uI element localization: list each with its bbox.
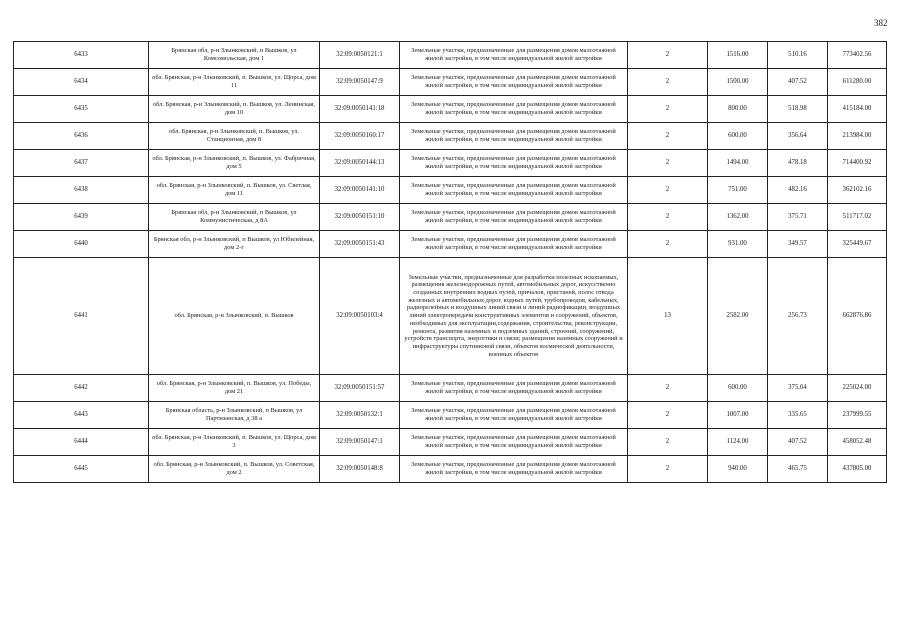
row-id: 6443 <box>14 402 149 429</box>
table-row <box>14 456 887 483</box>
specific-value: 518.98 <box>768 96 828 123</box>
area-value: 1362.00 <box>708 204 768 231</box>
specific-value: 335.65 <box>768 402 828 429</box>
use-group: 2 <box>628 96 708 123</box>
address-cell: обл. Брянская, р-н Злынковский, п. Вышков, ул. Щорса, дом 3 <box>149 429 320 456</box>
row-id: 6438 <box>14 177 149 204</box>
row-id: 6435 <box>14 96 149 123</box>
land-use: Земельные участки, предназначенные для размещения домов малоэтажной жилой застройки, в том числе индивидуальной жилой застройки <box>400 456 628 483</box>
row-id: 6444 <box>14 429 149 456</box>
cadastral-value: 237999.55 <box>828 402 887 429</box>
table-row <box>14 258 887 375</box>
land-use: Земельные участки, предназначенные для размещения домов малоэтажной жилой застройки, в том числе индивидуальной жилой застройки <box>400 42 628 69</box>
cadastral-value: 773402.56 <box>828 42 887 69</box>
page-number: 382 <box>874 18 888 28</box>
address-cell: обл. Брянская, р-н Злынковский, п. Вышков, ул. Станционная, дом 8 <box>149 123 320 150</box>
use-group: 2 <box>628 204 708 231</box>
specific-value: 407.52 <box>768 69 828 96</box>
table-row <box>14 375 887 402</box>
use-group: 2 <box>628 69 708 96</box>
use-group: 2 <box>628 429 708 456</box>
cadastral-value: 611280.00 <box>828 69 887 96</box>
land-use: Земельные участки, предназначенные для размещения домов малоэтажной жилой застройки, в том числе индивидуальной жилой застройки <box>400 429 628 456</box>
land-use: Земельные участки, предназначенные для размещения домов малоэтажной жилой застройки, в том числе индивидуальной жилой застройки <box>400 123 628 150</box>
cadastral-value: 325449.67 <box>828 231 887 258</box>
table-row <box>14 123 887 150</box>
row-id: 6434 <box>14 69 149 96</box>
cadastral-value: 415184.00 <box>828 96 887 123</box>
cadastral-number: 32:09:0050148:8 <box>320 456 400 483</box>
row-id: 6436 <box>14 123 149 150</box>
land-use: Земельные участки, предназначенные для размещения домов малоэтажной жилой застройки, в том числе индивидуальной жилой застройки <box>400 402 628 429</box>
area-value: 800.00 <box>708 96 768 123</box>
area-value: 1124.00 <box>708 429 768 456</box>
table-row <box>14 42 887 69</box>
cadastral-value: 714400.92 <box>828 150 887 177</box>
cadastral-value: 213984.00 <box>828 123 887 150</box>
area-value: 1007.00 <box>708 402 768 429</box>
area-value: 600.00 <box>708 375 768 402</box>
row-id: 6439 <box>14 204 149 231</box>
specific-value: 375.71 <box>768 204 828 231</box>
table-row <box>14 96 887 123</box>
use-group: 13 <box>628 258 708 375</box>
area-value: 931.00 <box>708 231 768 258</box>
table-row <box>14 150 887 177</box>
address-cell: обл. Брянская, р-н Злынковский, п. Вышков, ул. Ленинская, дом 10 <box>149 96 320 123</box>
land-use: Земельные участки, предназначенные для размещения домов малоэтажной жилой застройки, в том числе индивидуальной жилой застройки <box>400 177 628 204</box>
use-group: 2 <box>628 402 708 429</box>
area-value: 600.00 <box>708 123 768 150</box>
address-cell: обл. Брянская, р-н Злынковский, п. Вышков, ул. Щорса, дом 11 <box>149 69 320 96</box>
row-id: 6442 <box>14 375 149 402</box>
cadastral-number: 32:09:0050132:1 <box>320 402 400 429</box>
table-row <box>14 429 887 456</box>
specific-value: 478.18 <box>768 150 828 177</box>
cadastral-number: 32:09:0050141:18 <box>320 96 400 123</box>
address-cell: Брянская область, р-н Злынковский, п Вышков, ул Партизанская, д 38 а <box>149 402 320 429</box>
row-id: 6440 <box>14 231 149 258</box>
address-cell: обл. Брянская, р-н Злынковский, п. Вышков <box>149 258 320 375</box>
cadastral-number: 32:09:0050151:43 <box>320 231 400 258</box>
cadastral-value: 458052.48 <box>828 429 887 456</box>
use-group: 2 <box>628 123 708 150</box>
area-value: 1494.00 <box>708 150 768 177</box>
cadastral-number: 32:09:0050121:1 <box>320 42 400 69</box>
use-group: 2 <box>628 456 708 483</box>
cadastral-number: 32:09:0050147:1 <box>320 429 400 456</box>
specific-value: 482.16 <box>768 177 828 204</box>
table-row <box>14 177 887 204</box>
cadastral-value: 437805.00 <box>828 456 887 483</box>
address-cell: обл. Брянская, р-н Злынковский, п. Вышков, ул. Светлая, дом 11 <box>149 177 320 204</box>
cadastral-number: 32:09:0050151:57 <box>320 375 400 402</box>
row-id: 6445 <box>14 456 149 483</box>
cadastral-value: 362102.16 <box>828 177 887 204</box>
area-value: 2582.00 <box>708 258 768 375</box>
specific-value: 510.16 <box>768 42 828 69</box>
row-id: 6433 <box>14 42 149 69</box>
use-group: 2 <box>628 150 708 177</box>
use-group: 2 <box>628 177 708 204</box>
specific-value: 465.75 <box>768 456 828 483</box>
row-id: 6441 <box>14 258 149 375</box>
land-use: Земельные участки, предназначенные для размещения домов малоэтажной жилой застройки, в том числе индивидуальной жилой застройки <box>400 96 628 123</box>
use-group: 2 <box>628 231 708 258</box>
area-value: 1516.00 <box>708 42 768 69</box>
row-id: 6437 <box>14 150 149 177</box>
area-value: 751.00 <box>708 177 768 204</box>
cadastral-number: 32:09:0050103:4 <box>320 258 400 375</box>
specific-value: 375.04 <box>768 375 828 402</box>
cadastral-table <box>13 41 887 483</box>
land-use: Земельные участки, предназначенные для размещения домов малоэтажной жилой застройки, в том числе индивидуальной жилой застройки <box>400 204 628 231</box>
cadastral-number: 32:09:0050144:13 <box>320 150 400 177</box>
cadastral-number: 32:09:0050160:17 <box>320 123 400 150</box>
specific-value: 356.64 <box>768 123 828 150</box>
specific-value: 407.52 <box>768 429 828 456</box>
cadastral-value: 511717.02 <box>828 204 887 231</box>
cadastral-number: 32:09:0050141:10 <box>320 177 400 204</box>
land-use: Земельные участки, предназначенные для размещения домов малоэтажной жилой застройки, в том числе индивидуальной жилой застройки <box>400 231 628 258</box>
address-cell: обл. Брянская, р-н Злынковский, п. Вышков, ул. Победы, дом 21 <box>149 375 320 402</box>
address-cell: обл. Брянская, р-н Злынковский, п. Вышков, ул. Советская, дом 2 <box>149 456 320 483</box>
land-use: Земельные участки, предназначенные для разработки полезных ископаемых, размещения железнодорожных путей, автомобильных дорог, искусственно созданных внутренних водных путей, причалов, пристаней, полос отвода железных и автомобильных дорог, водных путей, трубопроводов, кабельных, радиорелейных и воздушных линий связи и линий радиофикации, воздушных линий электропередачи конструктивных элементов и сооружений, объектов, необходимых для эксплуатации,содержания, строительства, реконструкции, ремонта, развития наземных и подземных зданий, строений, сооружений, устройств транспорта, энергетики и связи; размещения наземных сооружений и инфраструктуры спутниковой связи, объектов космической деятельности, военных объектов <box>400 258 628 375</box>
table-row <box>14 204 887 231</box>
table-row <box>14 402 887 429</box>
table-row <box>14 69 887 96</box>
land-use: Земельные участки, предназначенные для размещения домов малоэтажной жилой застройки, в том числе индивидуальной жилой застройки <box>400 69 628 96</box>
area-value: 1500.00 <box>708 69 768 96</box>
cadastral-value: 662876.86 <box>828 258 887 375</box>
address-cell: Брянская обл, р-н Злынковский, п Вышков, ул Коммунистическая, д 8А <box>149 204 320 231</box>
area-value: 940.00 <box>708 456 768 483</box>
specific-value: 349.57 <box>768 231 828 258</box>
specific-value: 256.73 <box>768 258 828 375</box>
use-group: 2 <box>628 42 708 69</box>
address-cell: Брянская обл, р-н Злынковский, п Вышков, ул Юбилейная, дом 2-г <box>149 231 320 258</box>
land-use: Земельные участки, предназначенные для размещения домов малоэтажной жилой застройки, в том числе индивидуальной жилой застройки <box>400 375 628 402</box>
land-use: Земельные участки, предназначенные для размещения домов малоэтажной жилой застройки, в том числе индивидуальной жилой застройки <box>400 150 628 177</box>
address-cell: обл. Брянская, р-н Злынковский, п. Вышков, ул. Фабричная, дом 5 <box>149 150 320 177</box>
cadastral-value: 225024.00 <box>828 375 887 402</box>
cadastral-number: 32:09:0050147:9 <box>320 69 400 96</box>
cadastral-number: 32:09:0050151:10 <box>320 204 400 231</box>
address-cell: Брянская обл, р-н Злынковский, п Вышков, ул Комсомольская, дом 1 <box>149 42 320 69</box>
table-row <box>14 231 887 258</box>
use-group: 2 <box>628 375 708 402</box>
